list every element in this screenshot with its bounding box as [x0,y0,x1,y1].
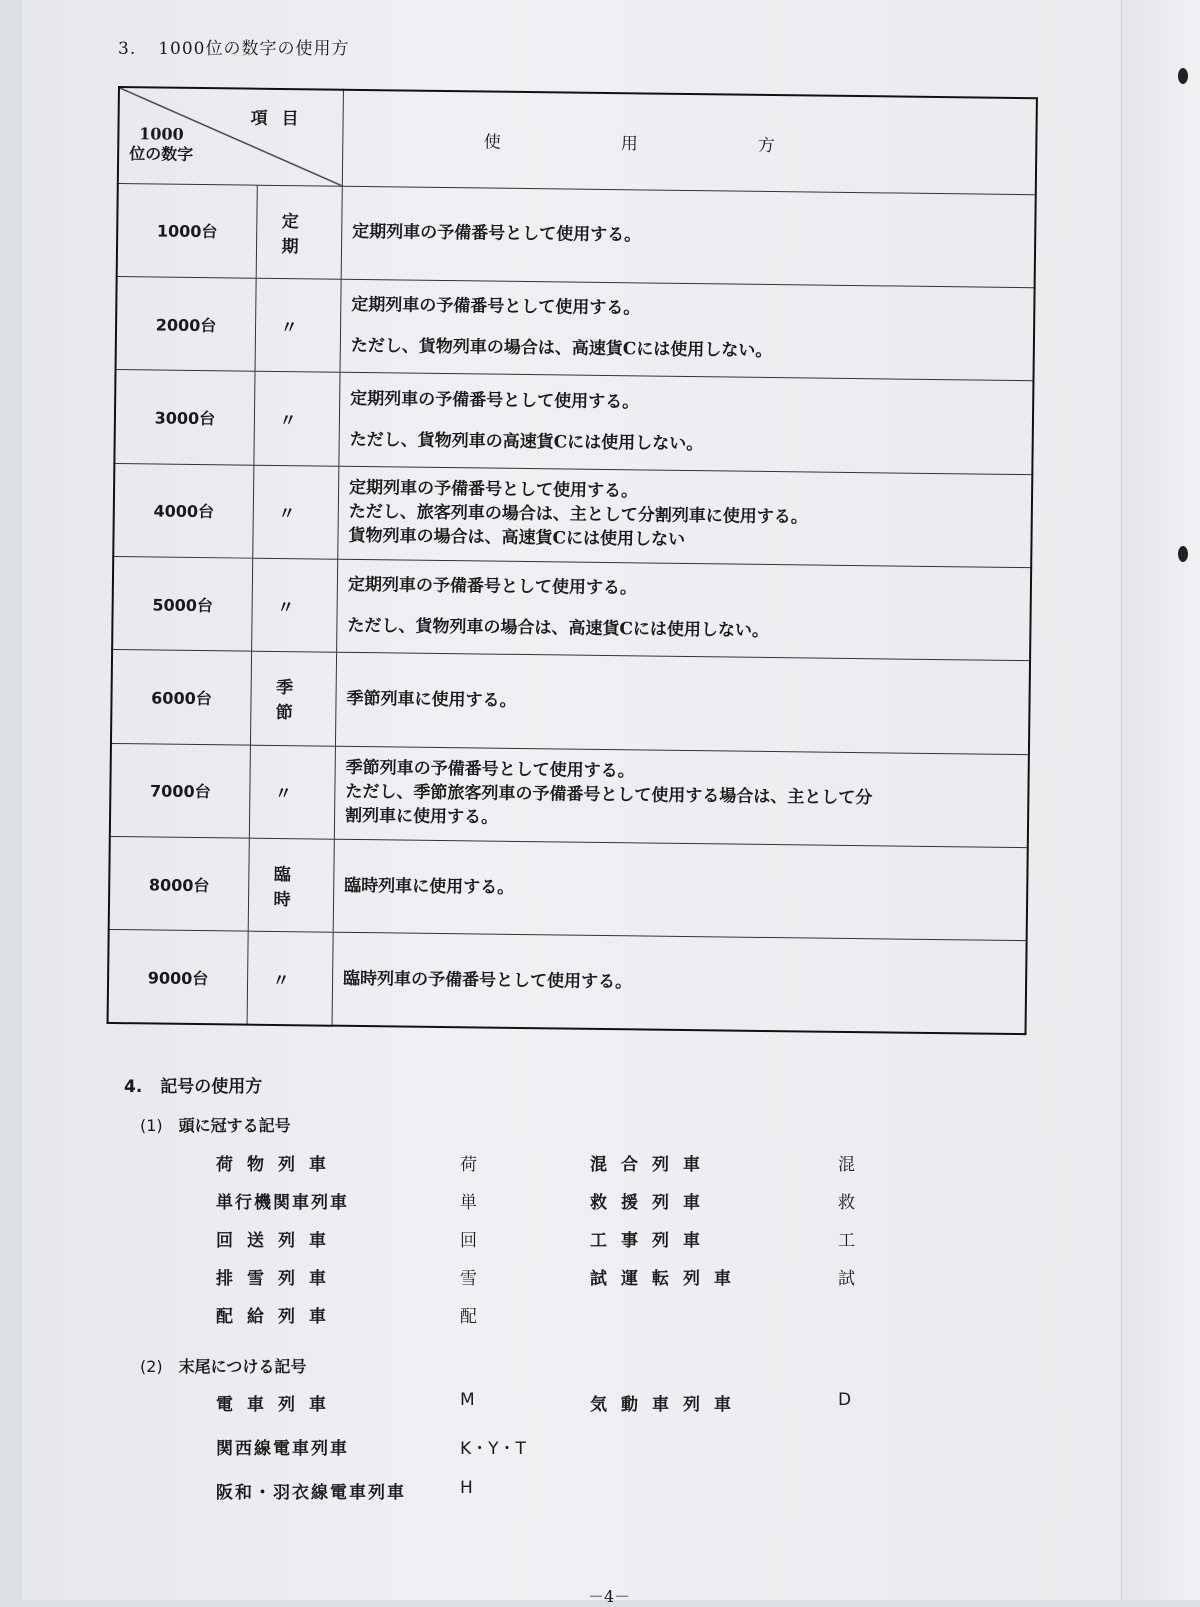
usage-line: ただし、貨物列車の場合は、高速貨Cには使用しない。 [347,615,770,642]
section-4-heading: 4. 記号の使用方 [124,1077,263,1097]
digit-cell: 8000台 [109,836,250,931]
symbol-train-name: 電車列車 [216,1395,340,1415]
symbol-train-name: 荷物列車 [216,1155,340,1175]
symbol-mark: 荷 [460,1155,477,1175]
digit-cell: 4000台 [113,463,254,558]
symbol-train-name: 気動車列車 [590,1395,745,1415]
usage-cell [339,373,1034,475]
symbol-train-name: 排雪列車 [216,1269,340,1289]
digit-cell: 1000台 [117,183,258,278]
suffix-symbols-heading: (2) 末尾につける記号 [140,1357,307,1376]
usage-line: 季節列車に使用する。 [346,688,517,711]
symbol-mark: 配 [460,1307,477,1327]
section-title: 1000位の数字の使用方 [158,39,350,59]
usage-line: 割列車に使用する。 [344,806,499,828]
table-row [109,836,1028,941]
table-row [114,370,1033,475]
symbol-mark: 試 [838,1269,855,1289]
symbol-train-name: 混合列車 [590,1155,714,1175]
usage-cell [332,932,1027,1034]
symbol-mark: 工 [838,1231,855,1251]
item-cell: 〃 [255,278,341,372]
usage-line: ただし、旅客列車の場合は、主として分割列車に使用する。 [348,502,808,528]
table-row [111,650,1030,755]
usage-line: 定期列車の予備番号として使用する。 [351,295,641,319]
symbol-train-name: 阪和・羽衣線電車列車 [216,1483,406,1503]
header-item-label: 項目 [250,108,313,130]
usage-line: 季節列車の予備番号として使用する。 [345,758,635,782]
digit-usage-table [107,86,1038,1035]
table-row [112,556,1031,661]
usage-line: 定期列車の予備番号として使用する。 [350,388,640,412]
usage-cell [334,746,1029,848]
usage-line: 定期列車の予備番号として使用する。 [347,574,638,599]
item-cell: 定期 [256,185,342,279]
symbol-train-name: 救援列車 [590,1193,714,1213]
usage-line: 臨時列車に使用する。 [344,875,515,898]
digit-cell: 9000台 [108,930,249,1025]
prefix-symbols-heading: (1) 頭に冠する記号 [140,1116,291,1135]
symbol-train-name: 試運転列車 [590,1269,745,1289]
symbol-mark: 救 [838,1193,855,1213]
symbol-mark: 回 [460,1231,477,1251]
item-cell: 〃 [252,558,338,652]
symbol-mark: M [460,1390,475,1410]
usage-line: ただし、貨物列車の場合は、高速貨Cには使用しない。 [350,336,773,362]
table-row [110,743,1029,848]
item-cell: 〃 [249,745,335,839]
item-cell: 〃 [254,372,340,466]
digit-cell: 3000台 [114,370,255,465]
symbol-train-name: 単行機関車列車 [216,1193,349,1213]
table-row [117,183,1036,288]
usage-cell [338,466,1033,568]
table-row [116,277,1035,382]
usage-line: 臨時列車の予備番号として使用する。 [342,968,633,992]
item-cell: 臨時 [248,838,334,932]
binding-hole-dot [1178,68,1188,84]
symbol-mark: 雪 [460,1269,477,1289]
symbol-mark: 単 [460,1193,477,1213]
next-sheet-edge [1121,0,1200,1600]
usage-cell [335,652,1030,754]
item-cell: 〃 [247,931,333,1025]
usage-line: 定期列車の予備番号として使用する。 [352,222,642,246]
item-cell: 〃 [253,465,339,559]
header-usage-label: 使用方 [342,90,1037,195]
table-row [108,930,1027,1035]
binding-hole-dot [1178,546,1188,562]
symbol-train-name: 回送列車 [216,1231,340,1251]
page-number: －4－ [588,1587,631,1606]
digit-cell: 2000台 [116,277,257,372]
header-digit-label: 1000 位の数字 [129,124,194,164]
symbol-mark: K・Y・T [460,1439,526,1459]
usage-line: 貨物列車の場合は、高速貨Cには使用しない [348,526,686,551]
digit-cell: 5000台 [112,556,253,651]
usage-line: 定期列車の予備番号として使用する。 [348,478,639,502]
usage-line: ただし、季節旅客列車の予備番号として使用する場合は、主として分 [345,782,873,809]
symbol-train-name: 工事列車 [590,1231,714,1251]
digit-cell: 6000台 [111,650,252,745]
digit-cell: 7000台 [110,743,251,838]
symbol-train-name: 関西線電車列車 [216,1439,349,1459]
item-cell: 季節 [250,651,336,745]
symbol-mark: H [460,1478,473,1498]
table-header-row [118,87,1037,195]
symbol-mark: D [838,1390,852,1410]
usage-cell [337,559,1032,661]
usage-cell [340,279,1035,381]
usage-cell [341,186,1036,288]
table-row [113,463,1032,568]
section-3-heading [118,34,350,59]
symbol-train-name: 配給列車 [216,1307,340,1327]
usage-cell [333,839,1028,941]
header-corner-cell [118,87,344,186]
symbol-mark: 混 [838,1155,855,1175]
section-number: 3. [118,39,137,59]
usage-line: ただし、貨物列車の高速貨Cには使用しない。 [349,429,704,454]
